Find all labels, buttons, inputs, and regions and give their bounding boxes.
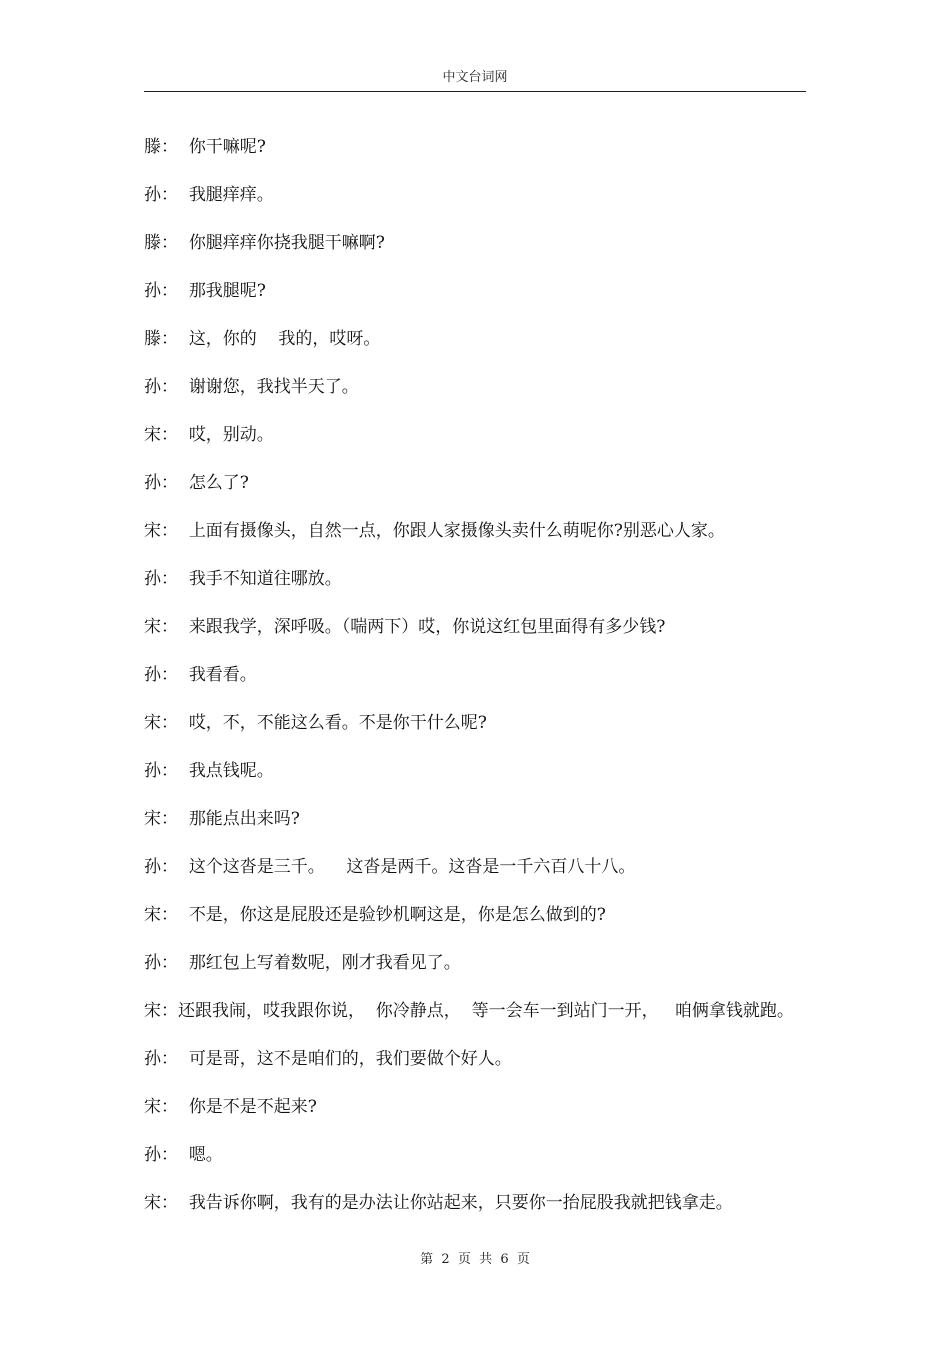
- line-text: 怎么了?: [188, 473, 249, 493]
- line-text: 来跟我学，深呼吸。（喘两下）哎，你说这红包里面得有多少钱?: [188, 617, 666, 637]
- speaker-name: 孙: [144, 761, 161, 781]
- line-text: 我腿痒痒。: [188, 185, 274, 205]
- speaker-name: 孙: [144, 473, 161, 493]
- speaker-name: 滕: [144, 233, 161, 253]
- speaker-separator: ：: [161, 521, 189, 541]
- dialogue-line: [144, 424, 824, 472]
- speaker-name: 滕: [144, 329, 161, 349]
- line-text: 我告诉你啊，我有的是办法让你站起来，只要你一抬屁股我就把钱拿走。: [188, 1193, 733, 1213]
- line-text: 那红包上写着数呢，刚才我看见了。: [188, 953, 461, 973]
- dialogue-line: [144, 1144, 824, 1192]
- line-text: 我看看。: [188, 665, 257, 685]
- dialogue-line: [144, 1048, 824, 1096]
- speaker-separator: ：: [161, 569, 189, 589]
- speaker-separator: ：: [161, 425, 189, 445]
- speaker-name: 宋: [144, 617, 161, 637]
- speaker-separator: ：: [161, 1145, 189, 1165]
- line-text: 哎，别动。: [188, 425, 274, 445]
- dialogue-line: [144, 136, 824, 184]
- speaker-name: 宋: [144, 713, 161, 733]
- speaker-separator: ：: [161, 905, 189, 925]
- dialogue-line: [144, 568, 824, 616]
- header-divider: [144, 91, 806, 92]
- dialogue-line: [144, 232, 824, 280]
- speaker-name: 孙: [144, 377, 161, 397]
- speaker-name: 宋: [144, 1097, 161, 1117]
- line-text: 这个这沓是三千。 这沓是两千。这沓是一千六百八十八。: [188, 857, 636, 877]
- speaker-separator: ：: [161, 713, 189, 733]
- page-number: 第 2 页 共 6 页: [420, 1252, 530, 1267]
- dialogue-line: [144, 760, 824, 808]
- speaker-name: 宋: [144, 521, 161, 541]
- line-text: 不是，你这是屁股还是验钞机啊这是，你是怎么做到的?: [188, 905, 606, 925]
- line-text: 上面有摄像头，自然一点，你跟人家摄像头卖什么萌呢你?别恶心人家。: [188, 521, 725, 541]
- line-text: 还跟我闹，哎我跟你说， 你冷静点， 等一会车一到站门一开， 咱俩拿钱就跑。: [178, 1001, 794, 1021]
- speaker-name: 宋: [144, 1193, 161, 1213]
- speaker-separator: ：: [161, 281, 189, 301]
- line-text: 嗯。: [188, 1145, 223, 1165]
- line-text: 你是不是不起来?: [188, 1097, 317, 1117]
- speaker-separator: ：: [161, 1193, 189, 1213]
- speaker-separator: ：: [161, 1049, 189, 1069]
- dialogue-line: [144, 808, 824, 856]
- speaker-separator: ：: [161, 857, 189, 877]
- dialogue-line: [144, 1192, 824, 1240]
- line-text: 哎，不，不能这么看。不是你干什么呢?: [188, 713, 487, 733]
- dialogue-line: [144, 520, 824, 568]
- speaker-separator: ：: [161, 1001, 178, 1021]
- line-text: 这，你的 我的，哎呀。: [188, 329, 381, 349]
- speaker-name: 滕: [144, 137, 161, 157]
- speaker-name: 孙: [144, 1049, 161, 1069]
- speaker-name: 宋: [144, 905, 161, 925]
- dialogue-line: [144, 1096, 824, 1144]
- speaker-separator: ：: [161, 137, 189, 157]
- speaker-separator: ：: [161, 953, 189, 973]
- dialogue-line: [144, 712, 824, 760]
- dialogue-line: [144, 616, 824, 664]
- line-text: 我手不知道往哪放。: [188, 569, 342, 589]
- speaker-separator: ：: [161, 617, 189, 637]
- line-text: 我点钱呢。: [188, 761, 274, 781]
- dialogue-line: [144, 184, 824, 232]
- dialogue-line: [144, 904, 824, 952]
- speaker-separator: ：: [161, 665, 189, 685]
- speaker-name: 孙: [144, 185, 161, 205]
- speaker-name: 宋: [144, 425, 161, 445]
- page-header: 中文台词网: [442, 70, 508, 85]
- speaker-separator: ：: [161, 809, 189, 829]
- dialogue-line: [144, 664, 824, 712]
- speaker-name: 孙: [144, 281, 161, 301]
- speaker-separator: ：: [161, 329, 189, 349]
- dialogue-line: [144, 1000, 824, 1048]
- speaker-separator: ：: [161, 761, 189, 781]
- dialogue-line: [144, 856, 824, 904]
- dialogue-line: [144, 952, 824, 1000]
- line-text: 你干嘛呢?: [188, 137, 266, 157]
- speaker-separator: ：: [161, 233, 189, 253]
- line-text: 那我腿呢?: [188, 281, 266, 301]
- dialogue-line: [144, 280, 824, 328]
- speaker-name: 孙: [144, 857, 161, 877]
- line-text: 你腿痒痒你挠我腿干嘛啊?: [188, 233, 385, 253]
- line-text: 谢谢您，我找半天了。: [188, 377, 359, 397]
- speaker-name: 孙: [144, 569, 161, 589]
- speaker-separator: ：: [161, 473, 189, 493]
- speaker-name: 宋: [144, 1001, 161, 1021]
- line-text: 那能点出来吗?: [188, 809, 300, 829]
- speaker-name: 孙: [144, 953, 161, 973]
- dialogue-list: [144, 136, 824, 1240]
- speaker-separator: ：: [161, 1097, 189, 1117]
- dialogue-line: [144, 376, 824, 424]
- speaker-name: 孙: [144, 665, 161, 685]
- speaker-separator: ：: [161, 185, 189, 205]
- line-text: 可是哥，这不是咱们的，我们要做个好人。: [188, 1049, 512, 1069]
- speaker-name: 宋: [144, 809, 161, 829]
- dialogue-line: [144, 472, 824, 520]
- speaker-separator: ：: [161, 377, 189, 397]
- speaker-name: 孙: [144, 1145, 161, 1165]
- dialogue-line: [144, 328, 824, 376]
